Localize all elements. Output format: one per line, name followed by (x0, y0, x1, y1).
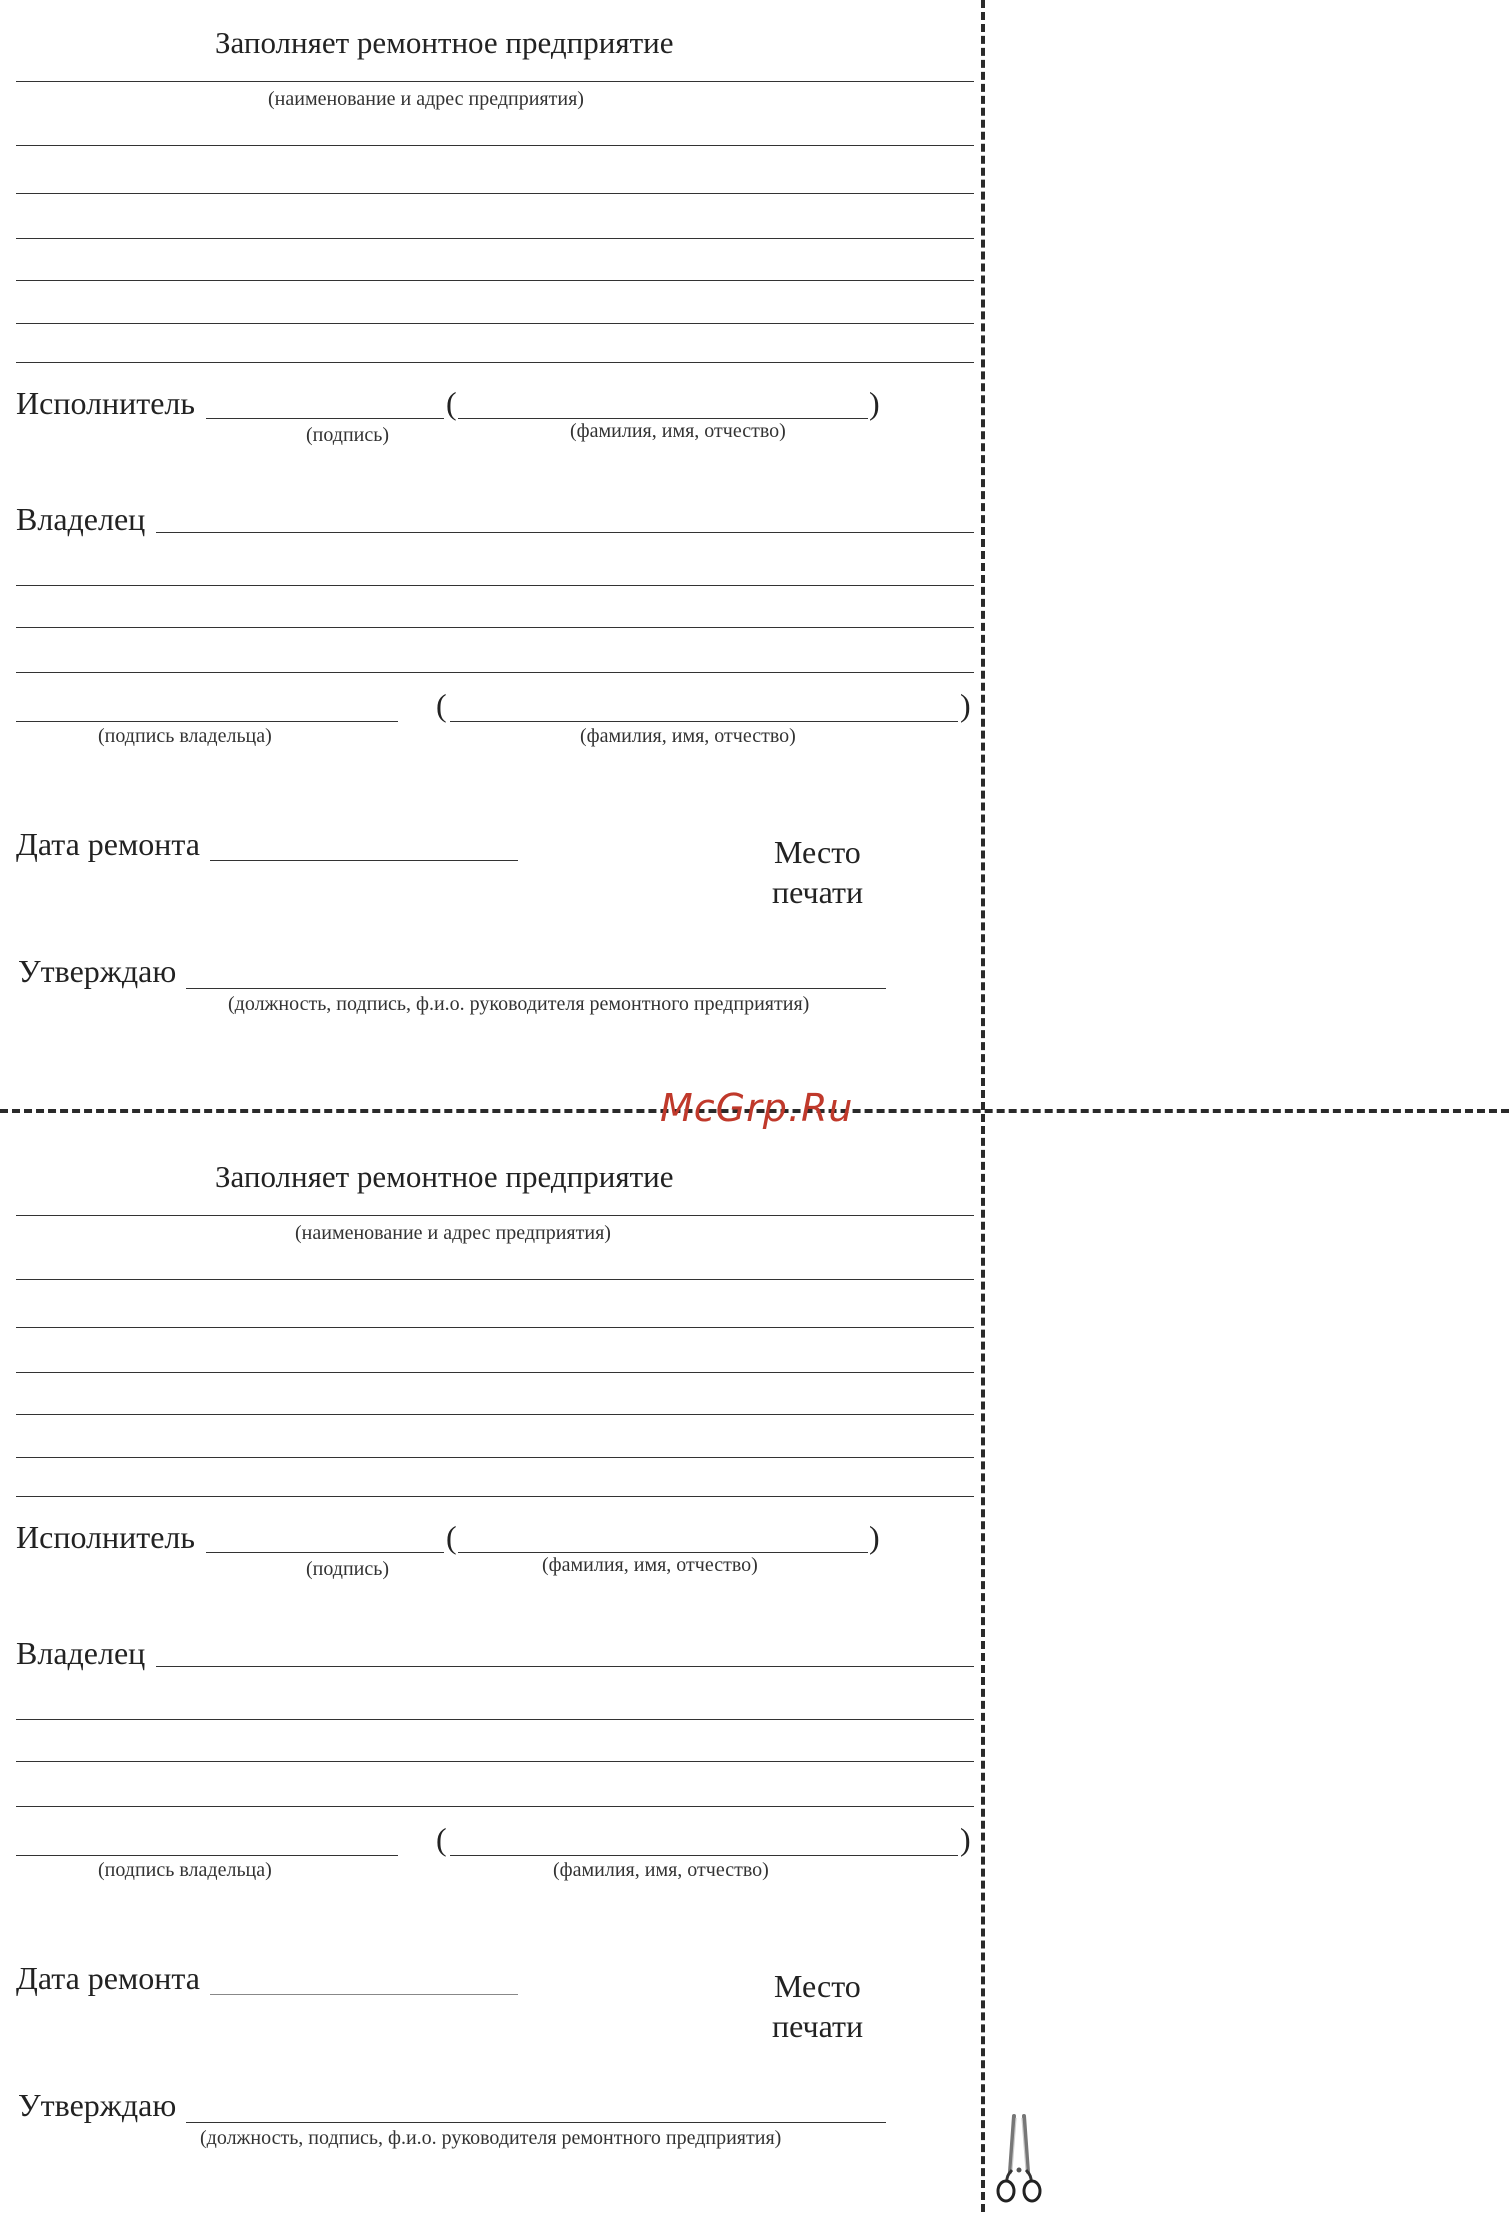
owner-signature-line (16, 1855, 398, 1856)
approve-label: Утверждаю (18, 2087, 177, 2123)
repair-date-line (210, 1994, 518, 1995)
vertical-cut-line (981, 0, 985, 2212)
scissors-icon (994, 2112, 1044, 2204)
owner-label: Владелец (16, 501, 146, 537)
form-line (16, 1327, 974, 1328)
form-line (16, 1496, 974, 1497)
owner-fio-line (450, 1855, 958, 1856)
close-paren: ) (960, 687, 971, 723)
repair-coupon-2 (0, 1134, 1509, 2240)
owner-label: Владелец (16, 1635, 146, 1671)
owner-signature-line (16, 721, 398, 722)
org-line (16, 1215, 974, 1216)
fio-caption: (фамилия, имя, отчество) (553, 1859, 769, 1881)
form-line (16, 362, 974, 363)
form-line (16, 323, 974, 324)
approve-line (186, 988, 886, 989)
approve-caption: (должность, подпись, ф.и.о. руководителя ремонтного предприятия) (200, 2127, 782, 2149)
owner-line (156, 532, 974, 533)
owner-fio-line (450, 721, 958, 722)
executor-signature-line (206, 418, 444, 419)
watermark: McGrp.Ru (660, 1086, 854, 1130)
signature-caption: (подпись) (306, 1558, 390, 1580)
open-paren: ( (446, 385, 457, 421)
stamp-place-line1: Место (774, 834, 861, 870)
form-line (16, 1761, 974, 1762)
form-line (16, 1372, 974, 1373)
approve-line (186, 2122, 886, 2123)
org-caption: (наименование и адрес предприятия) (268, 88, 584, 110)
fio-caption: (фамилия, имя, отчество) (542, 1554, 758, 1576)
stamp-place-line1: Место (774, 1968, 861, 2004)
form-line (16, 238, 974, 239)
form-line (16, 672, 974, 673)
open-paren: ( (446, 1519, 457, 1555)
repair-coupon-1 (0, 0, 1509, 1106)
owner-signature-caption: (подпись владельца) (98, 1859, 272, 1881)
approve-caption: (должность, подпись, ф.и.о. руководителя ремонтного предприятия) (228, 993, 810, 1015)
executor-fio-line (458, 1552, 868, 1553)
owner-signature-caption: (подпись владельца) (98, 725, 272, 747)
repair-date-line (210, 860, 518, 861)
fio-caption: (фамилия, имя, отчество) (570, 420, 786, 442)
open-paren: ( (436, 1821, 447, 1857)
org-caption: (наименование и адрес предприятия) (295, 1222, 611, 1244)
org-line (16, 81, 974, 82)
fio-caption: (фамилия, имя, отчество) (580, 725, 796, 747)
approve-label: Утверждаю (18, 953, 177, 989)
form-line (16, 1414, 974, 1415)
signature-caption: (подпись) (306, 424, 390, 446)
executor-signature-line (206, 1552, 444, 1553)
executor-label: Исполнитель (16, 385, 195, 421)
form-line (16, 627, 974, 628)
coupon-header: Заполняет ремонтное предприятие (215, 1159, 674, 1194)
form-line (16, 280, 974, 281)
close-paren: ) (869, 1519, 880, 1555)
form-line (16, 1457, 974, 1458)
repair-date-label: Дата ремонта (16, 1960, 200, 1996)
form-line (16, 585, 974, 586)
form-line (16, 1806, 974, 1807)
form-line (16, 1279, 974, 1280)
owner-line (156, 1666, 974, 1667)
stamp-place-line2: печати (772, 2008, 864, 2044)
close-paren: ) (869, 385, 880, 421)
open-paren: ( (436, 687, 447, 723)
coupon-header: Заполняет ремонтное предприятие (215, 25, 674, 60)
form-line (16, 1719, 974, 1720)
repair-date-label: Дата ремонта (16, 826, 200, 862)
form-line (16, 193, 974, 194)
form-line (16, 145, 974, 146)
executor-label: Исполнитель (16, 1519, 195, 1555)
close-paren: ) (960, 1821, 971, 1857)
stamp-place-line2: печати (772, 874, 864, 910)
executor-fio-line (458, 418, 868, 419)
